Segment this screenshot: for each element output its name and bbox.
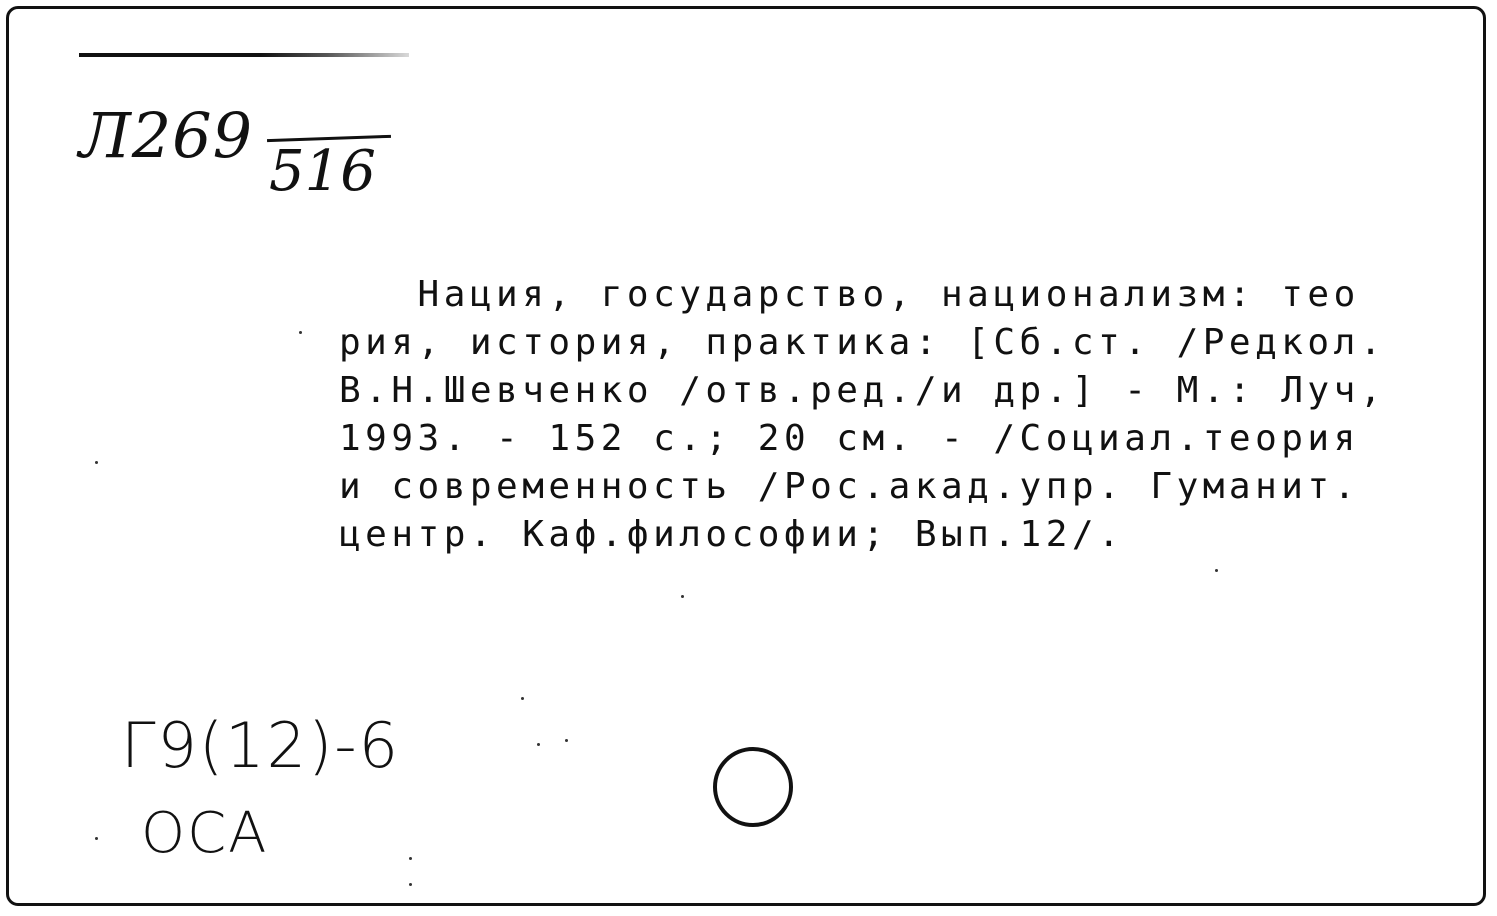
scan-speck: [299, 331, 302, 334]
call-number: Л269: [79, 99, 254, 172]
scan-speck: [1215, 569, 1218, 572]
cutter-number-block: [267, 131, 397, 211]
description-line: рия, история, практика: [Сб.ст. /Редкол.: [339, 322, 1386, 363]
card-top-rule: [79, 53, 409, 57]
bibliographic-description: [339, 271, 1489, 559]
description-line: и современность /Рос.акад.упр. Гуманит.: [339, 466, 1360, 507]
description-line: центр. Каф.философии; Вып.12/.: [339, 514, 1125, 555]
scan-speck: [537, 743, 540, 746]
scan-speck: [95, 837, 98, 840]
cutter-number: 516: [269, 139, 376, 204]
location-mark: ОСА: [141, 801, 269, 866]
description-line: В.Н.Шевченко /отв.ред./и др.] - М.: Луч,: [339, 370, 1386, 411]
description-line: 1993. - 152 с.; 20 см. - /Социал.теория: [339, 418, 1360, 459]
scan-speck: [681, 595, 684, 598]
scan-speck: [95, 461, 98, 464]
scan-speck: [409, 883, 412, 886]
catalog-card: [6, 6, 1486, 906]
description-line: Нация, государство, национализм: тео: [339, 274, 1360, 315]
punch-hole: [713, 747, 793, 827]
scan-speck: [565, 739, 568, 742]
scan-speck: [521, 697, 524, 700]
scan-speck: [409, 857, 412, 860]
classification-code: Г9(12)-6: [121, 709, 401, 782]
